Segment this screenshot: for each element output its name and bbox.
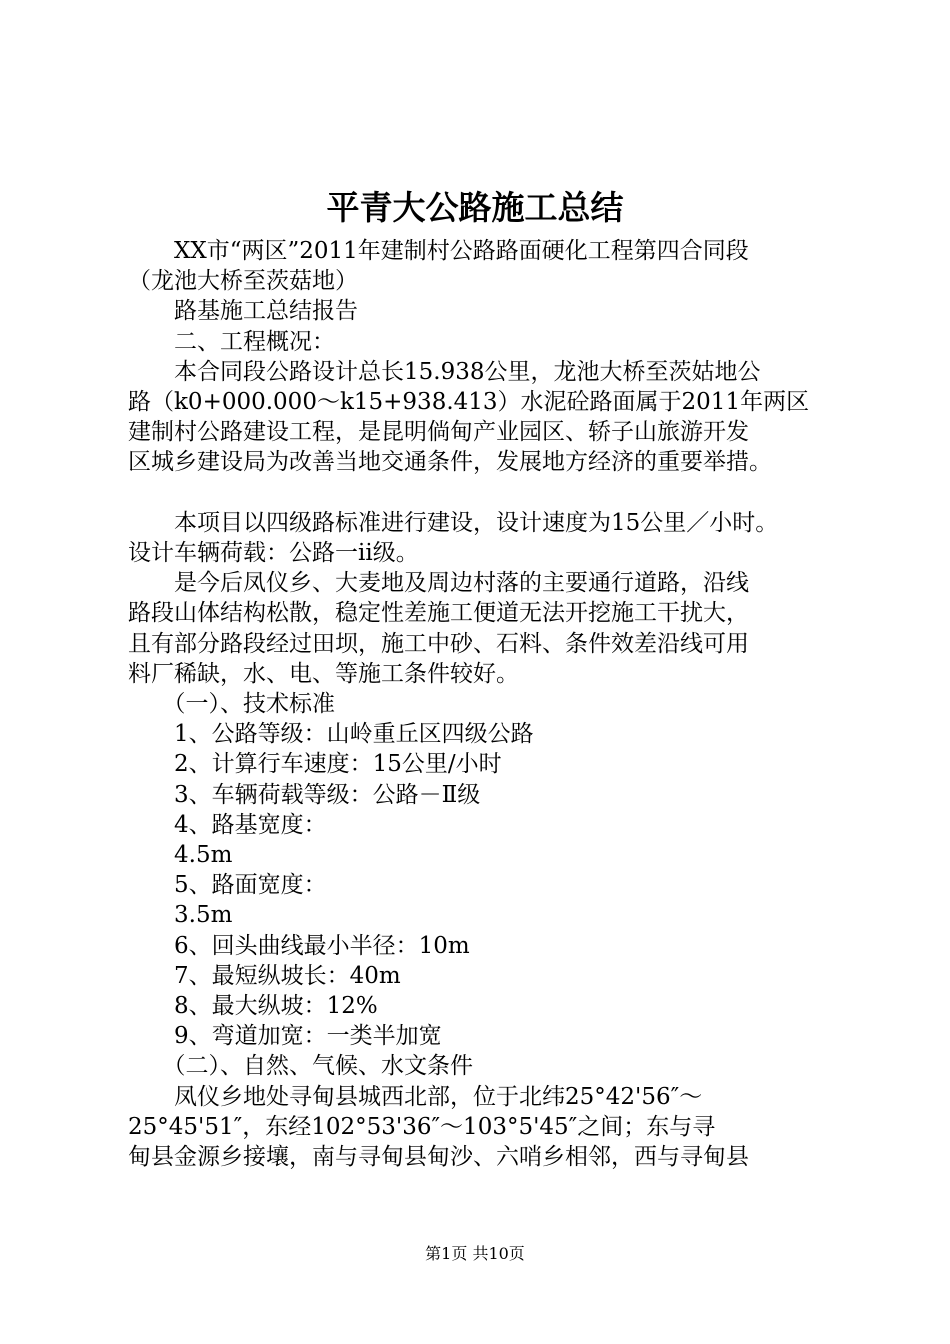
text-line: 本项目以四级路标准进行建设，设计速度为15公里／小时。 xyxy=(128,509,779,536)
text-line: 本合同段公路设计总长15.938公里，龙池大桥至茨姑地公 xyxy=(128,358,761,385)
text-line: 3、车辆荷载等级：公路－Ⅱ级 xyxy=(128,781,481,808)
text-line: 二、工程概况： xyxy=(128,328,335,355)
text-line: 料厂稀缺，水、电、等施工条件较好。 xyxy=(128,660,519,687)
text-line: （二）、自然、气候、水文条件 xyxy=(128,1053,473,1080)
text-line: （一）、技术标准 xyxy=(128,691,335,718)
text-line: 4.5m xyxy=(128,842,233,869)
text-line: 建制村公路建设工程，是昆明倘甸产业园区、轿子山旅游开发 xyxy=(128,419,749,446)
page-footer: 第1页 共10页 xyxy=(425,1244,525,1263)
text-line: 2、计算行车速度：15公里/小时 xyxy=(128,751,502,778)
text-line: 路（k0+000.000～k15+938.413）水泥砼路面属于2011年两区 xyxy=(128,389,810,416)
text-line: 9、弯道加宽：一类半加宽 xyxy=(128,1023,442,1050)
text-line: （龙池大桥至茨菇地） xyxy=(128,268,358,295)
text-line: 凤仪乡地处寻甸县城西北部，位于北纬25°42'56″～ xyxy=(128,1083,703,1110)
text-line: 路基施工总结报告 xyxy=(128,298,358,325)
text-line: 6、回头曲线最小半径：10m xyxy=(128,932,470,959)
text-line: 3.5m xyxy=(128,902,233,929)
text-line: 区城乡建设局为改善当地交通条件，发展地方经济的重要举措。 xyxy=(128,449,772,476)
text-line: 5、路面宽度： xyxy=(128,872,327,899)
text-line: 路段山体结构松散，稳定性差施工便道无法开挖施工干扰大， xyxy=(128,600,749,627)
document-body xyxy=(128,236,840,1172)
text-line: 1、公路等级：山岭重丘区四级公路 xyxy=(128,721,534,748)
text-line: 7、最短纵坡长：40m xyxy=(128,962,401,989)
text-line: 8、最大纵坡：12% xyxy=(128,993,378,1020)
text-line: 是今后凤仪乡、大麦地及周边村落的主要通行道路，沿线 xyxy=(128,570,749,597)
document-title: 平青大公路施工总结 xyxy=(326,188,624,227)
text-line: 且有部分路段经过田坝，施工中砂、石料、条件效差沿线可用 xyxy=(128,630,749,657)
text-line: 甸县金源乡接壤，南与寻甸县甸沙、六哨乡相邻，西与寻甸县 xyxy=(128,1144,749,1171)
text-line: 设计车辆荷载：公路一ii级。 xyxy=(128,540,419,567)
text-line: XX市“两区”2011年建制村公路路面硬化工程第四合同段 xyxy=(128,238,749,264)
text-line: 25°45'51″，东经102°53'36″～103°5'45″之间；东与寻 xyxy=(128,1113,716,1140)
text-line: 4、路基宽度： xyxy=(128,811,327,838)
blank-line xyxy=(128,478,840,508)
